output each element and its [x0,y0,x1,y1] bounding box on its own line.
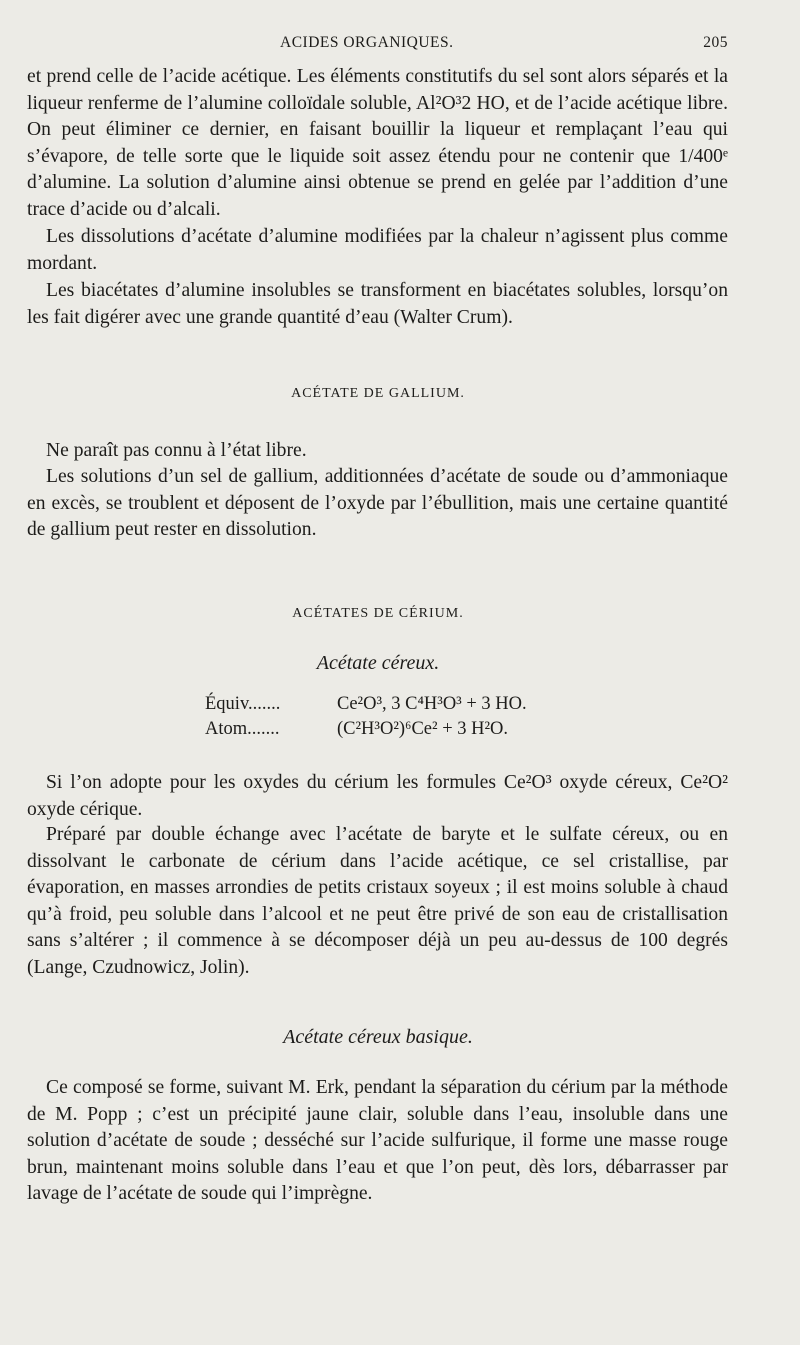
page-number: 205 [703,34,728,51]
formula-atom-label: Atom....... [205,719,280,739]
running-header [28,34,728,56]
header-title: ACIDES ORGANIQUES. [280,34,454,51]
formula-equiv [205,694,527,715]
section-title-gallium: ACÉTATE DE GALLIUM. [291,386,465,401]
paragraph-compose-erk: Ce composé se forme, suivant M. Erk, pendant la séparation du cérium par la méthode de M. Popp ; c’est un précipité jaune clair, soluble dans l’eau, insoluble dans une solution d’acétate de soude ; desséché sur l’acide sulfurique, il forme une masse rouge brun, maintenant moins soluble dans l’eau et que l’on peut, dès lors, débarrasser par lavage de l’acétate de soude qui l’imprègne. [27,1077,728,1205]
subsection-title-acetate-cereux-basique: Acétate céreux basique. [283,1026,473,1048]
paragraph-gallium-libre: Ne paraît pas connu à l’état libre. [46,440,307,461]
paragraph-alumine-colloidale: et prend celle de l’acide acétique. Les éléments constitutifs du sel sont alors séparés et la liqueur renferme de l’alumine colloïdale soluble, Al²O³2 HO, et de l’acide acétique libre. On peut éliminer ce dernier, en faisant bouillir la liqueur et remplaçant l’eau qui s’évapore, de telle sorte que le liquide soit assez étendu pour ne contenir que 1/400ᵉ d’alumine. La solution d’alumine ainsi obtenue se prend en gelée par l’addition d’une trace d’acide ou d’alcali. [27,66,728,220]
subsection-title-acetate-cereux: Acétate céreux. [316,652,440,674]
section-title-cerium: ACÉTATES DE CÉRIUM. [292,606,464,621]
paragraph-oxydes-cerium: Si l’on adopte pour les oxydes du cérium les formules Ce²O³ oxyde céreux, Ce²O² oxyde cérique. [27,772,728,820]
paragraph-biacetates: Les biacétates d’alumine insolubles se transforment en biacétates solubles, lorsqu’on les fait digérer avec une grande quantité d’eau (Walter Crum). [27,280,728,328]
formula-atom-value: (C²H³O²)⁶Ce² + 3 H²O. [337,719,509,739]
paragraph-gallium-solutions: Les solutions d’un sel de gallium, additionnées d’acétate de soude ou d’ammoniaque en excès, se troublent et déposent de l’oxyde par l’ébullition, mais une certaine quantité de gallium peut rester en dissolution. [27,466,728,541]
paragraph-mordant: Les dissolutions d’acétate d’alumine modifiées par la chaleur n’agissent plus comme mordant. [27,226,728,274]
formula-atom [205,719,508,740]
paragraph-preparation: Préparé par double échange avec l’acétate de baryte et le sulfate céreux, ou en dissolvant le carbonate de cérium dans l’acide acétique, ce sel cristallise, par évaporation, en masses arrondies de petits cristaux soyeux ; il est moins soluble à chaud qu’à froid, peu soluble dans l’alcool et ne peut être privé de son eau de cristallisation sans s’altérer ; il commence à se décomposer déjà un peu au-dessus de 100 degrés (Lange, Czudnowicz, Jolin). [27,824,728,978]
formula-equiv-value: Ce²O³, 3 C⁴H³O³ + 3 HO. [337,694,527,714]
formula-equiv-label: Équiv....... [205,694,281,714]
